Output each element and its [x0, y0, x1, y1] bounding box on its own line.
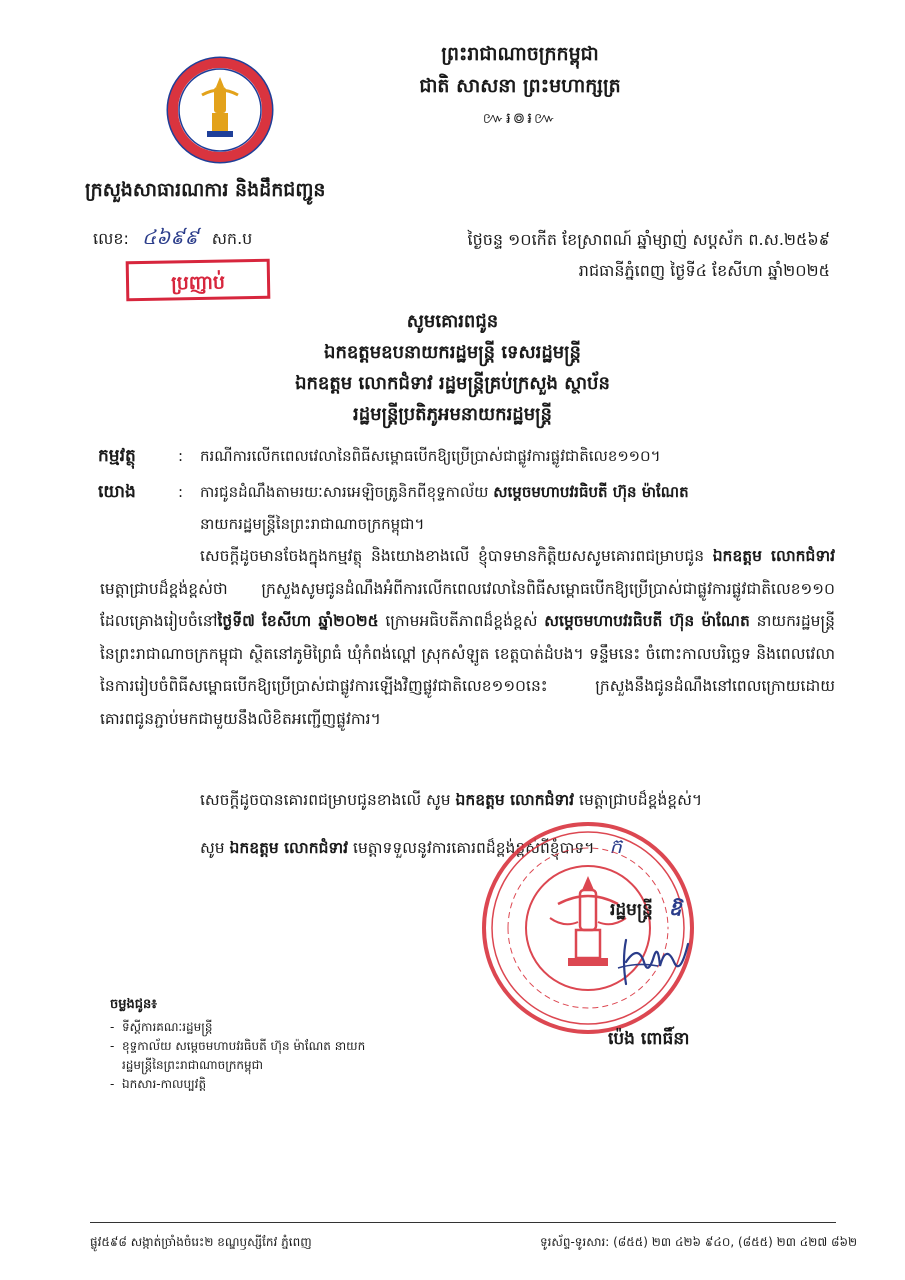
footer-divider	[90, 1222, 836, 1223]
ref-colon: :	[178, 483, 184, 501]
addressee-block	[150, 306, 755, 430]
body-text-e: ក្រោមអធិបតីភាពដ៏ខ្ពង់ខ្ពស់	[385, 612, 538, 630]
closing-2-b: ឯកឧត្តម លោកជំទាវ	[229, 839, 349, 857]
date-lunar: ថ្ងៃចន្ទ ១០កើត ខែស្រាពណ៍ ឆ្នាំម្សាញ់ សប្តស័ក ព.ស.២៥៦៩	[467, 230, 830, 249]
footer-phone: ទូរស័ព្ទ-ទូរសារ: (៨៥៥) ២៣ ៤២៦ ៩៤០, (៨៥៥) ២៣ ៤២៧ ៨៦២	[540, 1235, 858, 1249]
reference-code: សក.ប	[211, 229, 253, 248]
closing-line-1	[200, 790, 840, 813]
closing-2-a: សូម	[200, 839, 225, 857]
closing-1-a: សេចក្តីដូចបានគោរពជម្រាបជូនខាងលើ សូម	[200, 791, 451, 809]
body-text-d: ថ្ងៃទី៧ ខែសីហា ឆ្នាំ២០២៥	[217, 612, 379, 630]
minister-title	[610, 895, 681, 925]
addressee-line-1: សូមគោរពជូន	[406, 311, 499, 332]
body-paragraph	[100, 540, 835, 735]
official-seal	[478, 818, 698, 1038]
reference-number	[93, 224, 252, 254]
addressee-line-3: ឯកឧត្តម លោកជំទាវ រដ្ឋមន្ត្រីគ្រប់ក្រសួង ស្ថាប័ន	[295, 373, 610, 394]
reference-label: លេខ:	[93, 229, 129, 248]
ref-text-c: នាយករដ្ឋមន្ត្រីនៃព្រះរាជាណាចក្រកម្ពុជា។	[200, 515, 425, 533]
cc-item: - ឯកសារ-កាលប្បវត្តិ	[110, 1075, 370, 1094]
footer-address: ផ្លូវ៥៩៨ សង្កាត់ច្រាំងចំរេះ២ ខណ្ឌឫស្សីកែវ ភ្នំពេញ	[90, 1235, 312, 1249]
cc-list	[110, 995, 370, 1094]
minister-mark: ឱ	[668, 896, 682, 920]
ref-text-b: សម្តេចមហាបវរធិបតី ហ៊ុន ម៉ាណែត	[493, 483, 689, 501]
addressee-line-2: ឯកឧត្តមឧបនាយករដ្ឋមន្ត្រី ទេសរដ្ឋមន្ត្រី	[324, 342, 581, 363]
closing-2-c: មេត្តាទទួលនូវការគោរពដ៏ខ្ពង់ខ្ពស់ពីខ្ញុំបាទ។	[353, 839, 595, 857]
cc-item: - ខុទ្ទកាល័យ សម្តេចមហាបវរធិបតី ហ៊ុន ម៉ាណែត នាយករដ្ឋមន្ត្រីនៃព្រះរាជាណាចក្រកម្ពុជា	[110, 1037, 370, 1075]
signer-name: ប៉េង ពោធិ៍នា	[608, 1029, 690, 1049]
closing-1-b: ឯកឧត្តម លោកជំទាវ	[455, 791, 575, 809]
subject-text: ករណីការលើកពេលវេលានៃពិធីសម្ពោធបើកឱ្យប្រើប្រាស់ជាផ្លូវការផ្លូវជាតិលេខ១១០។	[200, 447, 661, 465]
body-text-b: ឯកឧត្តម លោកជំទាវ	[712, 547, 835, 565]
ref-label: យោង	[98, 482, 136, 502]
letter-date	[440, 224, 830, 286]
ministry-name: ក្រសួងសាធារណការ និងដឹកជញ្ជូន	[85, 179, 326, 201]
subject-colon: :	[178, 447, 184, 465]
kingdom-header	[380, 38, 660, 134]
letter-body	[100, 540, 835, 735]
subject-label: កម្មវត្ថុ	[98, 446, 136, 466]
initial-mark: ក	[609, 834, 623, 858]
header-ornament: ៚៛៙៛៚	[482, 109, 558, 127]
date-solar: រាជធានីភ្នំពេញ ថ្ងៃទី៤ ខែសីហា ឆ្នាំ២០២៥	[578, 261, 830, 280]
reference-row	[98, 476, 858, 540]
ref-text-a: ការជូនដំណឹងតាមរយៈសារអេឡិចត្រូនិកពីខុទ្ទកាល័យ	[200, 483, 489, 501]
kingdom-title: ព្រះរាជាណាចក្រកម្ពុជា	[441, 43, 599, 65]
body-text-c: មេត្តាជ្រាបដ៏ខ្ពង់ខ្ពស់ថា ក្រសួងសូមជូនដំណឹងអំពីការលើកពេលវេលានៃពិធីសម្ពោធបើកឱ្យប្រើប្រាស់ជាផ្លូវការផ្លូវជាតិលេខ១១០ ដែលគ្រោងរៀបចំនៅ	[100, 579, 835, 630]
minister-title-text: រដ្ឋមន្ត្រី	[610, 900, 653, 920]
addressee-line-4: រដ្ឋមន្ត្រីប្រតិភូអមនាយករដ្ឋមន្ត្រី	[353, 404, 552, 425]
body-text-f: សម្តេចមហាបវរធិបតី ហ៊ុន ម៉ាណែត	[544, 612, 750, 630]
cc-title: ចម្លងជូន៖	[110, 997, 157, 1012]
urgent-stamp: ប្រញាប់	[126, 259, 271, 302]
ministry-logo	[165, 55, 275, 165]
reference-value: ៤៦៩៩	[141, 225, 199, 249]
closing-1-c: មេត្តាជ្រាបដ៏ខ្ពង់ខ្ពស់។	[579, 791, 703, 809]
body-text-g: នាយករដ្ឋមន្ត្រីនៃព្រះរាជាណាចក្រកម្ពុជា ស្ថិតនៅភូមិព្រៃធំ ឃុំកំពង់ល្ពៅ ស្រុកសំឡូត ខេត្តបាត់ដំបង។ ទន្ទឹមនេះ ចំពោះកាលបរិច្ឆេទ និងពេលវេលានៃការរៀបចំពិធីសម្ពោធបើកឱ្យប្រើប្រាស់ជាផ្លូវការឡើងវិញផ្លូវជាតិលេខ១១០នេះ ក្រសួងនឹងជូនដំណឹងនៅពេលក្រោយដោយគោរពជូនភ្ជាប់មកជាមួយនឹងលិខិតអញ្ជើញផ្លូវការ។	[100, 612, 835, 728]
subject-row	[98, 441, 858, 471]
cc-item: - ទីស្តីការគណៈរដ្ឋមន្ត្រី	[110, 1018, 370, 1037]
handwritten-signature	[612, 932, 702, 992]
body-text-a: សេចក្តីដូចមានចែងក្នុងកម្មវត្ថុ និងយោងខាងលើ ខ្ញុំបាទមានកិត្តិយសសូមគោរពជម្រាបជូន	[200, 547, 705, 565]
national-motto: ជាតិ សាសនា ព្រះមហាក្សត្រ	[419, 75, 621, 97]
